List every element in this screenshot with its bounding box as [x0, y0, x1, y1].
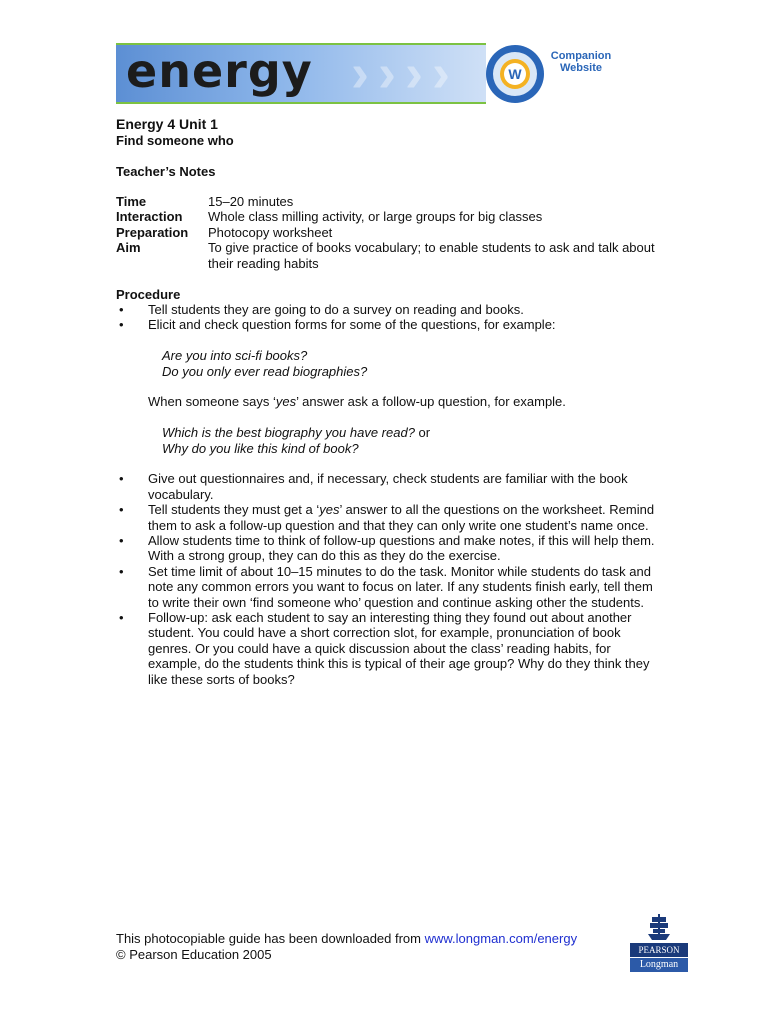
footer-link[interactable]: www.longman.com/energy	[424, 931, 578, 946]
chevron-decoration-icon: ›	[432, 43, 450, 103]
info-row-time	[116, 194, 656, 209]
procedure-list	[116, 302, 656, 687]
longman-label: Longman	[630, 958, 688, 972]
list-item	[116, 610, 656, 687]
list-item-text: Give out questionnaires and, if necessary, check students are familiar with the book vocabulary.	[148, 471, 628, 502]
list-item-text	[148, 502, 656, 533]
example-question: Are you into sci-fi books?	[162, 348, 308, 364]
companion-label-line2: Website	[560, 62, 602, 74]
text-part: When someone says ‘	[148, 394, 276, 410]
list-item	[116, 564, 656, 610]
info-value: Photocopy worksheet	[208, 224, 333, 240]
info-value: To give practice of books vocabulary; to enable students to ask and talk about their reading habits	[208, 240, 655, 271]
list-item	[116, 302, 656, 317]
page-subtitle: Find someone who	[116, 133, 234, 148]
bullet-icon: •	[119, 563, 124, 579]
info-key: Preparation	[116, 224, 189, 240]
footer	[116, 931, 577, 963]
chevron-decoration-icon: ›	[378, 43, 396, 103]
info-value: 15–20 minutes	[208, 194, 294, 209]
energy-banner	[116, 43, 486, 104]
example-question: Do you only ever read biographies?	[162, 363, 368, 379]
info-key: Time	[116, 194, 147, 209]
list-item	[116, 502, 656, 533]
example-text: Which is the best biography you have read?	[162, 425, 415, 441]
pearson-label: PEARSON	[630, 943, 688, 957]
list-item	[116, 317, 656, 332]
list-item-text: Tell students they are going to do a survey on reading and books.	[148, 302, 524, 317]
text-part: Tell students they must get a ‘	[148, 502, 320, 518]
list-item	[116, 533, 656, 564]
yes-emphasis: yes	[275, 394, 297, 410]
footer-download-line	[116, 931, 577, 947]
info-row-preparation	[116, 225, 656, 240]
info-row-interaction	[116, 209, 656, 224]
example-suffix: or	[414, 425, 431, 441]
footer-text: This photocopiable guide has been downloaded from	[116, 931, 425, 946]
chevron-decoration-icon: ›	[351, 43, 369, 103]
followup-instruction	[116, 394, 656, 409]
page-title: Energy 4 Unit 1	[116, 116, 218, 132]
bullet-icon: •	[119, 533, 124, 549]
yes-emphasis: yes	[319, 502, 340, 518]
list-item-text: Elicit and check question forms for some of the questions, for example:	[148, 317, 556, 333]
info-row-aim	[116, 240, 656, 271]
text-part: ’ answer to all the questions on the worksheet. Remind them to ask a follow-up question and that they can only write one student’s name once.	[148, 502, 655, 533]
chevron-decoration-icon: ›	[405, 43, 423, 103]
energy-logo: energy	[126, 44, 313, 98]
companion-label-line1: Companion	[550, 50, 612, 62]
companion-website-badge-icon[interactable]	[484, 43, 546, 105]
list-item-text: Follow-up: ask each student to say an interesting thing they found out about another student. You could have a short correction slot, for example, pronunciation of book genres. Or you could have a quick discussion about the class’ reading habits, for example, do the students think this is typical of their age group? Why do they think they like these sorts of books?	[148, 610, 650, 687]
example-question: Why do you like this kind of book?	[162, 440, 359, 456]
lesson-info-table	[116, 194, 656, 271]
pearson-logo	[630, 913, 688, 972]
list-item-text: Allow students time to think of follow-up questions and make notes, if this will help them. With a strong group, they can do this as they do the exercise.	[148, 533, 655, 564]
bullet-icon: •	[119, 610, 124, 626]
notes-heading: Teacher’s Notes	[116, 164, 216, 179]
bullet-icon: •	[119, 502, 124, 518]
badge-letter: W	[508, 66, 522, 82]
bullet-icon: •	[119, 302, 124, 317]
bullet-icon: •	[119, 317, 124, 333]
info-key: Aim	[116, 240, 141, 256]
info-key: Interaction	[116, 209, 183, 225]
list-item-text: Set time limit of about 10–15 minutes to do the task. Monitor while students do task and note any common errors you want to focus on later. If any students finish early, tell them to write their own ‘find someone who’ question and continue asking other the students.	[148, 563, 653, 610]
footer-copyright: © Pearson Education 2005	[116, 947, 272, 962]
list-item	[116, 471, 656, 502]
info-value: Whole class milling activity, or large groups for big classes	[208, 209, 543, 225]
pearson-ship-icon	[646, 913, 672, 941]
companion-website-label[interactable]	[541, 50, 621, 74]
text-part: ’ answer ask a follow-up question, for example.	[296, 394, 566, 410]
bullet-icon: •	[119, 471, 124, 487]
example-question	[116, 425, 656, 440]
procedure-heading: Procedure	[116, 287, 181, 302]
